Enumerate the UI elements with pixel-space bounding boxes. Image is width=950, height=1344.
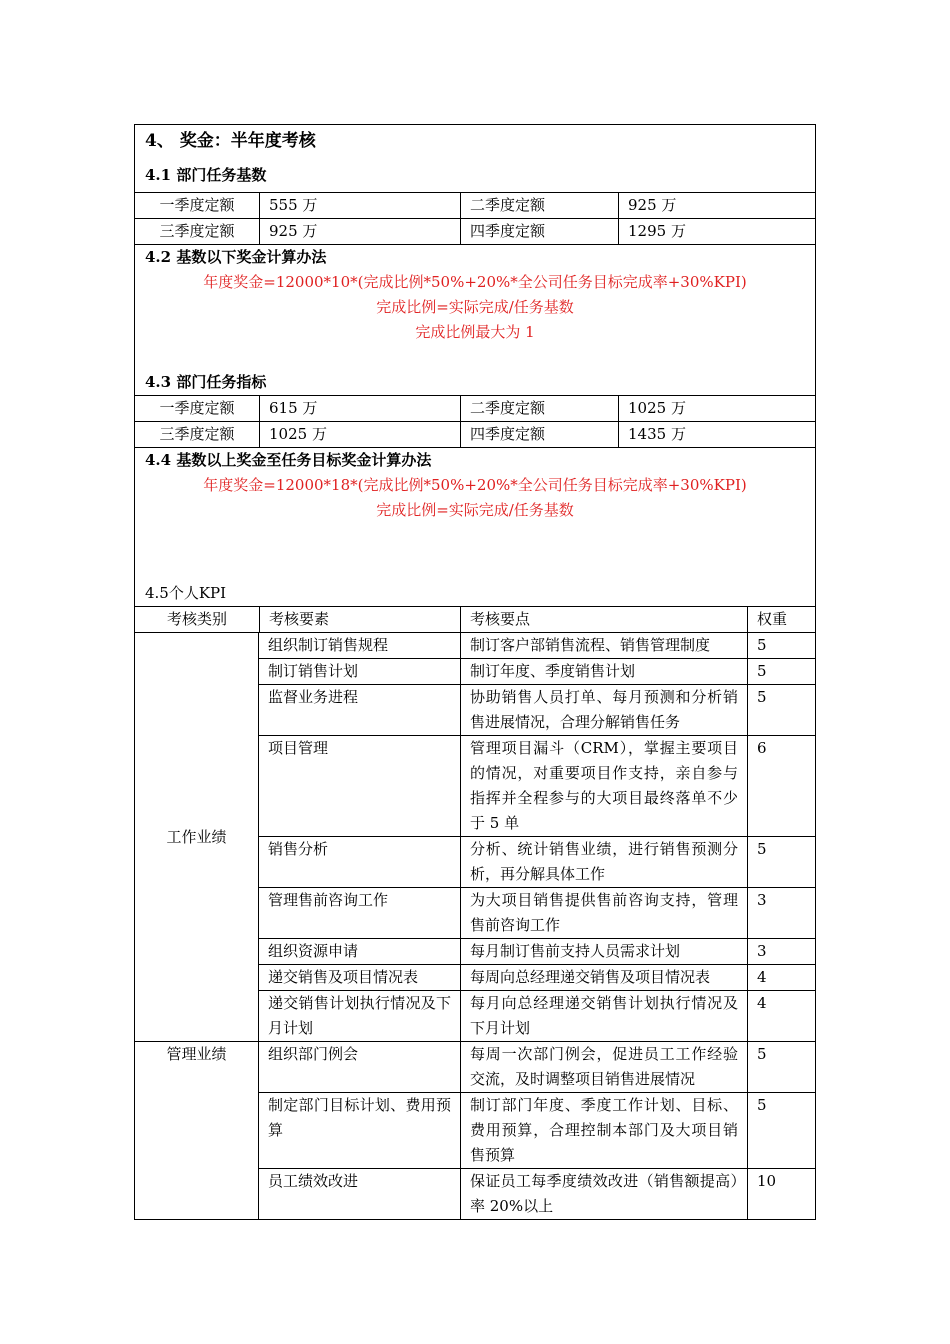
quota-row [135,192,815,218]
kpi-point: 制订部门年度、季度工作计划、目标、费用预算，合理控制本部门及大项目销售预算 [460,1093,747,1168]
kpi-row [259,990,815,1041]
kpi-point: 每月制订售前支持人员需求计划 [460,939,747,964]
kpi-element: 员工绩效改进 [268,1172,359,1190]
kpi-weight: 6 [747,736,815,836]
kpi-weight: 5 [747,659,815,684]
kpi-row [259,836,815,887]
kpi-header-row [135,606,815,632]
kpi-row [259,1168,815,1219]
kpi-element: 项目管理 [268,739,329,757]
quota-value: 1295 万 [618,219,815,244]
kpi-element: 监督业务进程 [268,688,359,706]
kpi-point: 为大项目销售提供售前咨询支持，管理售前咨询工作 [460,888,747,938]
kpi-header: 考核要点 [460,607,747,632]
target-row [135,395,815,421]
target-label: 四季度定额 [460,422,618,447]
kpi-weight: 4 [747,991,815,1041]
kpi-point: 制订客户部销售流程、销售管理制度 [460,633,747,658]
kpi-element: 制订销售计划 [268,662,359,680]
kpi-row [259,964,815,990]
kpi-weight: 5 [747,633,815,658]
kpi-point: 制订年度、季度销售计划 [460,659,747,684]
kpi-point: 管理项目漏斗（CRM），掌握主要项目的情况，对重要项目作支持，亲自参与指挥并全程参与的大项目最终落单不少于 5 单 [460,736,747,836]
kpi-weight: 4 [747,965,815,990]
kpi-element: 组织资源申请 [268,942,359,960]
kpi-element: 递交销售计划执行情况及下月计划 [268,994,451,1037]
heading-4-1: 4.1 部门任务基数 [145,166,267,184]
target-value: 1435 万 [618,422,815,447]
kpi-element: 销售分析 [268,840,329,858]
kpi-element: 制定部门目标计划、费用预算 [268,1096,451,1139]
quota-label: 二季度定额 [460,193,618,218]
quota-value: 925 万 [259,219,460,244]
target-value: 1025 万 [618,396,815,421]
section-4-4 [135,447,815,606]
kpi-header: 考核类别 [166,610,227,628]
kpi-element: 组织制订销售规程 [268,636,389,654]
quota-row [135,218,815,244]
heading-4-5: 4.5个人KPI [145,584,227,602]
kpi-weight: 10 [747,1169,815,1219]
kpi-weight: 5 [747,1093,815,1168]
kpi-category: 工作业绩 [135,633,259,1041]
formula-line: 完成比例=实际完成/任务基数 [376,298,574,316]
target-label: 二季度定额 [460,396,618,421]
target-label: 三季度定额 [159,425,235,443]
kpi-point: 每周向总经理递交销售及项目情况表 [460,965,747,990]
kpi-row [259,1092,815,1168]
heading-4-4: 4.4 基数以上奖金至任务目标奖金计算办法 [145,451,432,469]
kpi-row [259,633,815,658]
kpi-row [259,1042,815,1092]
heading-4-2: 4.2 基数以下奖金计算办法 [145,248,327,266]
kpi-element: 组织部门例会 [268,1045,359,1063]
heading-4-3: 4.3 部门任务指标 [145,373,267,391]
kpi-weight: 3 [747,939,815,964]
kpi-group-management [135,1041,815,1219]
bonus-document-table [134,124,816,1220]
kpi-weight: 3 [747,888,815,938]
section-4-2 [135,244,815,395]
target-label: 一季度定额 [159,399,235,417]
kpi-row [259,684,815,735]
kpi-row [259,658,815,684]
kpi-point: 协助销售人员打单、每月预测和分析销售进展情况，合理分解销售任务 [460,685,747,735]
kpi-header: 考核要素 [259,607,460,632]
quota-label: 一季度定额 [159,196,235,214]
formula-line: 年度奖金=12000*10*(完成比例*50%+20%*全公司任务目标完成率+30%KPI) [203,273,747,291]
kpi-row [259,735,815,836]
kpi-row [259,938,815,964]
target-row [135,421,815,447]
formula-line: 完成比例=实际完成/任务基数 [376,501,574,519]
kpi-element: 递交销售及项目情况表 [268,968,419,986]
kpi-row [259,887,815,938]
kpi-point: 每周一次部门例会，促进员工工作经验交流，及时调整项目销售进展情况 [460,1042,747,1092]
target-value: 615 万 [259,396,460,421]
quota-value: 925 万 [618,193,815,218]
kpi-point: 保证员工每季度绩效改进（销售额提高）率 20%以上 [460,1169,747,1219]
quota-label: 四季度定额 [460,219,618,244]
kpi-weight: 5 [747,1042,815,1092]
section-title: 4、 奖金：半年度考核 [145,131,316,151]
kpi-group-work [135,632,815,1041]
kpi-weight: 5 [747,837,815,887]
kpi-element: 管理售前咨询工作 [268,891,389,909]
quota-label: 三季度定额 [159,222,235,240]
kpi-point: 分析、统计销售业绩，进行销售预测分析，再分解具体工作 [460,837,747,887]
kpi-category: 管理业绩 [135,1042,259,1219]
formula-line: 完成比例最大为 1 [415,323,535,341]
kpi-weight: 5 [747,685,815,735]
kpi-header: 权重 [747,607,815,632]
quota-value: 555 万 [259,193,460,218]
kpi-point: 每月向总经理递交销售计划执行情况及下月计划 [460,991,747,1041]
formula-line: 年度奖金=12000*18*(完成比例*50%+20%*全公司任务目标完成率+30%KPI) [203,476,747,494]
target-value: 1025 万 [259,422,460,447]
